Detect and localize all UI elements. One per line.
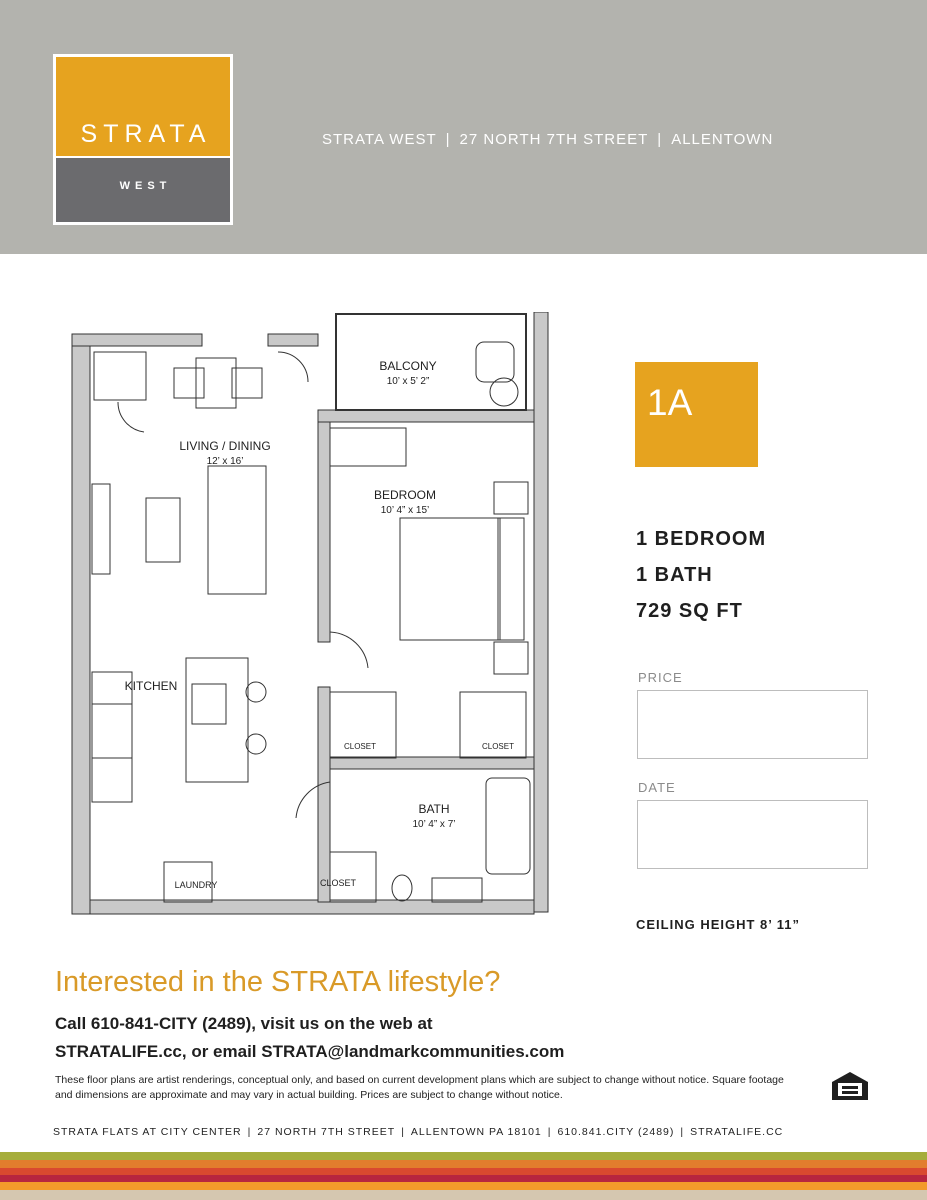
room-label-bedroom: BEDROOM [373, 488, 437, 502]
tagline: Interested in the STRATA lifestyle? [55, 966, 501, 998]
wall-east [534, 312, 548, 912]
toilet [392, 875, 412, 901]
kitchen-sink [192, 684, 226, 724]
header-street: 27 NORTH 7TH STREET [459, 131, 649, 148]
date-label: DATE [638, 780, 676, 795]
dining-table [196, 358, 236, 408]
header-address [322, 131, 773, 148]
footer-stripe [0, 1152, 927, 1160]
entry-door-swing [278, 352, 308, 382]
contact-line-2: STRATALIFE.cc, or email STRATA@landmarkcommunities.com [55, 1042, 565, 1061]
footer-contact [53, 1126, 783, 1138]
wall-closets-south [330, 757, 534, 769]
unit-label: 1A [647, 382, 693, 423]
range [92, 704, 132, 758]
header-band [0, 0, 927, 254]
footer-separator: | [680, 1126, 685, 1138]
bar-stool [246, 734, 266, 754]
dining-chair [174, 368, 204, 398]
coffee-table [146, 498, 180, 562]
room-label-balcony: BALCONY [379, 359, 437, 373]
logo-sub: WEST [119, 180, 172, 192]
entry-closet [94, 352, 146, 400]
strata-west-logo [53, 54, 233, 225]
spec-baths: 1 BATH [636, 564, 713, 586]
contact-line-1: Call 610-841-CITY (2489), visit us on the web at [55, 1014, 433, 1033]
media-console [92, 484, 110, 574]
header-building: STRATA WEST [322, 131, 437, 148]
footer-separator: | [401, 1126, 405, 1138]
spec-bedrooms: 1 BEDROOM [636, 528, 767, 550]
kitchen-island [186, 658, 248, 782]
disclaimer: These floor plans are artist renderings, conceptual only, and based on current development plans which are subject to change without notice. Square footage and dimensions are approximate and may vary in actual building. Prices are subject to change without notice. [55, 1074, 784, 1101]
bathtub [486, 778, 530, 874]
room-size-living: 12’ x 16’ [206, 456, 244, 467]
closet-door-swing [118, 402, 144, 432]
header-separator: | [445, 131, 451, 148]
dresser [498, 518, 524, 640]
room-size-bath: 10’ 4” x 7’ [412, 819, 456, 830]
footer-separator: | [547, 1126, 552, 1138]
ceiling-height: CEILING HEIGHT 8’ 11” [636, 917, 801, 932]
equal-housing-icon [831, 1071, 869, 1101]
footer-stripe [0, 1182, 927, 1190]
room-label-bath: BATH [418, 802, 450, 816]
wall-bath-west [318, 687, 330, 902]
price-label: PRICE [638, 670, 683, 685]
room-label-living: LIVING / DINING [179, 439, 271, 453]
footer-item: STRATA FLATS AT CITY CENTER [53, 1126, 242, 1138]
price-field[interactable] [637, 690, 868, 759]
footer-item: 610.841.CITY (2489) [557, 1126, 675, 1138]
sofa [208, 466, 266, 594]
room-label-laundry: LAUNDRY [174, 880, 218, 890]
bar-stool [246, 682, 266, 702]
bedroom-door-swing [330, 632, 368, 668]
vanity [432, 878, 482, 902]
footer-stripe [0, 1168, 927, 1175]
wall-bedroom-north [318, 410, 548, 422]
header-city: ALLENTOWN [671, 131, 774, 148]
balcony-chair [476, 342, 514, 382]
wall-north-left [72, 334, 202, 346]
spec-area: 729 SQ FT [636, 600, 743, 622]
footer-item: STRATALIFE.CC [690, 1126, 784, 1138]
footer-stripe [0, 1160, 927, 1168]
room-size-balcony: 10’ x 5’ 2” [386, 376, 430, 387]
room-size-bedroom: 10’ 4” x 15’ [380, 505, 430, 516]
floor-plan [68, 312, 550, 924]
bed [400, 518, 500, 640]
wardrobe [330, 428, 406, 466]
wall-north-mid [268, 334, 318, 346]
logo-name: STRATA [80, 120, 212, 148]
footer-stripe [0, 1190, 927, 1200]
room-label-closet: CLOSET [343, 742, 377, 751]
room-label-closet: CLOSET [481, 742, 515, 751]
nightstand [494, 482, 528, 514]
closet-bath [330, 852, 376, 902]
footer-stripe [0, 1175, 927, 1182]
room-label-closet: CLOSET [319, 878, 357, 888]
footer-separator: | [247, 1126, 252, 1138]
footer-item: ALLENTOWN PA 18101 [410, 1126, 542, 1138]
date-field[interactable] [637, 800, 868, 869]
header-separator: | [657, 131, 663, 148]
room-label-kitchen: KITCHEN [124, 679, 178, 693]
footer-item: 27 NORTH 7TH STREET [257, 1126, 396, 1138]
nightstand [494, 642, 528, 674]
wall-west [72, 334, 90, 914]
unit-badge [635, 362, 758, 467]
wall-bedroom-west [318, 412, 330, 642]
